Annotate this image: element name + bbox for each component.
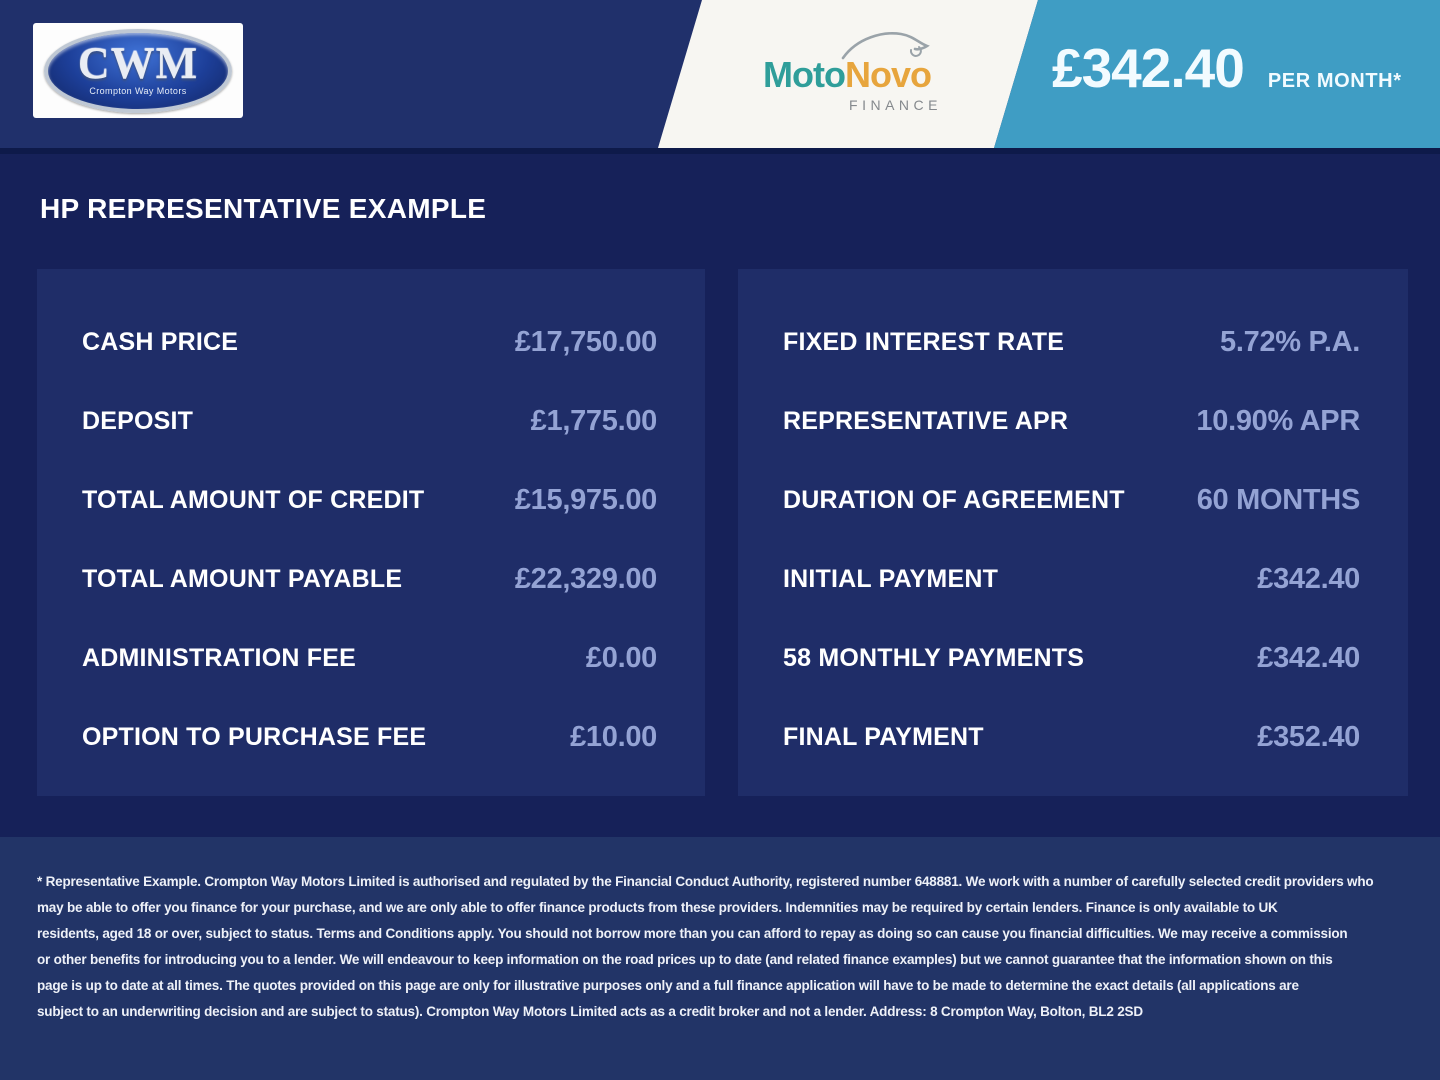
motonovo-logo [763,26,943,113]
header-band [0,0,1440,148]
finance-row [82,484,657,517]
row-label: OPTION TO PURCHASE FEE [82,723,427,751]
disclaimer-line: * Representative Example. Crompton Way Motors Limited is authorised and regulated by the Financial Conduct Authority, registered number 648881. We work with a number of carefully selected credit providers who [37,874,1374,889]
finance-row [783,642,1360,675]
row-label: FIXED INTEREST RATE [783,328,1065,356]
row-label: ADMINISTRATION FEE [82,644,356,672]
cwm-oval-badge [44,29,232,113]
motonovo-novo: Novo [844,54,931,95]
row-value: £22,329.00 [514,563,657,595]
row-label: CASH PRICE [82,328,239,356]
monthly-price-block [1052,36,1402,100]
finance-panels [37,269,1440,796]
monthly-price: £342.40 [1052,37,1244,99]
header-divider [0,148,1440,154]
disclaimer-line: may be able to offer you finance for your purchase, and we are only able to offer finance products from these providers. Indemnities may be required by certain lenders. Finance is only available to UK [37,900,1278,915]
motonovo-moto: Moto [763,54,845,95]
cwm-initials: CWM [77,39,199,89]
finance-row [783,721,1360,754]
disclaimer-line: subject to an underwriting decision and are subject to status). Crompton Way Motors Limited acts as a credit broker and not a lender. Address: 8 Crompton Way, Bolton, BL2 2SD [37,1004,1143,1019]
finance-row [82,642,657,675]
cwm-dealer-name: Crompton Way Motors [89,85,187,96]
row-value: £0.00 [585,642,657,674]
disclaimer-line: residents, aged 18 or over, subject to status. Terms and Conditions apply. You should not borrow more than you can afford to repay as doing so can cause you financial difficulties. We may receive a commission [37,926,1348,941]
finance-row [783,405,1360,438]
finance-row [82,326,657,359]
row-label: DEPOSIT [82,407,194,435]
monthly-price-suffix: PER MONTH* [1267,70,1402,92]
disclaimer [0,837,1440,1025]
finance-row [783,563,1360,596]
row-label: TOTAL AMOUNT OF CREDIT [82,486,425,514]
row-value: £10.00 [570,721,657,753]
motonovo-finance-label: FINANCE [849,97,942,113]
row-value: £15,975.00 [514,484,657,516]
disclaimer-line: page is up to date at all times. The quotes provided on this page are only for illustrative purposes only and a full finance application will have to be made to determine the exact details (all applications are [37,978,1299,993]
row-value: 10.90% APR [1196,405,1360,437]
row-value: £1,775.00 [530,405,657,437]
disclaimer-line: or other benefits for introducing you to a lender. We will endeavour to keep information on the road prices up to date (and related finance examples) but we cannot guarantee that the information shown on this [37,952,1333,967]
row-label: REPRESENTATIVE APR [783,407,1069,435]
page-title: HP REPRESENTATIVE EXAMPLE [40,193,487,224]
finance-row [82,721,657,754]
finance-row [82,405,657,438]
row-value: £17,750.00 [514,326,657,358]
dealer-logo [33,23,243,118]
row-value: £342.40 [1257,642,1360,674]
finance-row [82,563,657,596]
row-label: 58 MONTHLY PAYMENTS [783,644,1085,672]
row-label: TOTAL AMOUNT PAYABLE [82,565,403,593]
finance-panel-left [37,269,705,796]
footer-band [0,837,1440,1080]
row-value: 60 MONTHS [1196,484,1360,516]
row-label: FINAL PAYMENT [783,723,984,751]
finance-row [783,484,1360,517]
car-swoosh-icon [841,28,933,62]
finance-panel-right [738,269,1408,796]
row-label: INITIAL PAYMENT [783,565,999,593]
row-value: £342.40 [1257,563,1360,595]
row-label: DURATION OF AGREEMENT [783,486,1125,514]
row-value: 5.72% P.A. [1220,326,1360,358]
finance-row [783,326,1360,359]
row-value: £352.40 [1257,721,1360,753]
